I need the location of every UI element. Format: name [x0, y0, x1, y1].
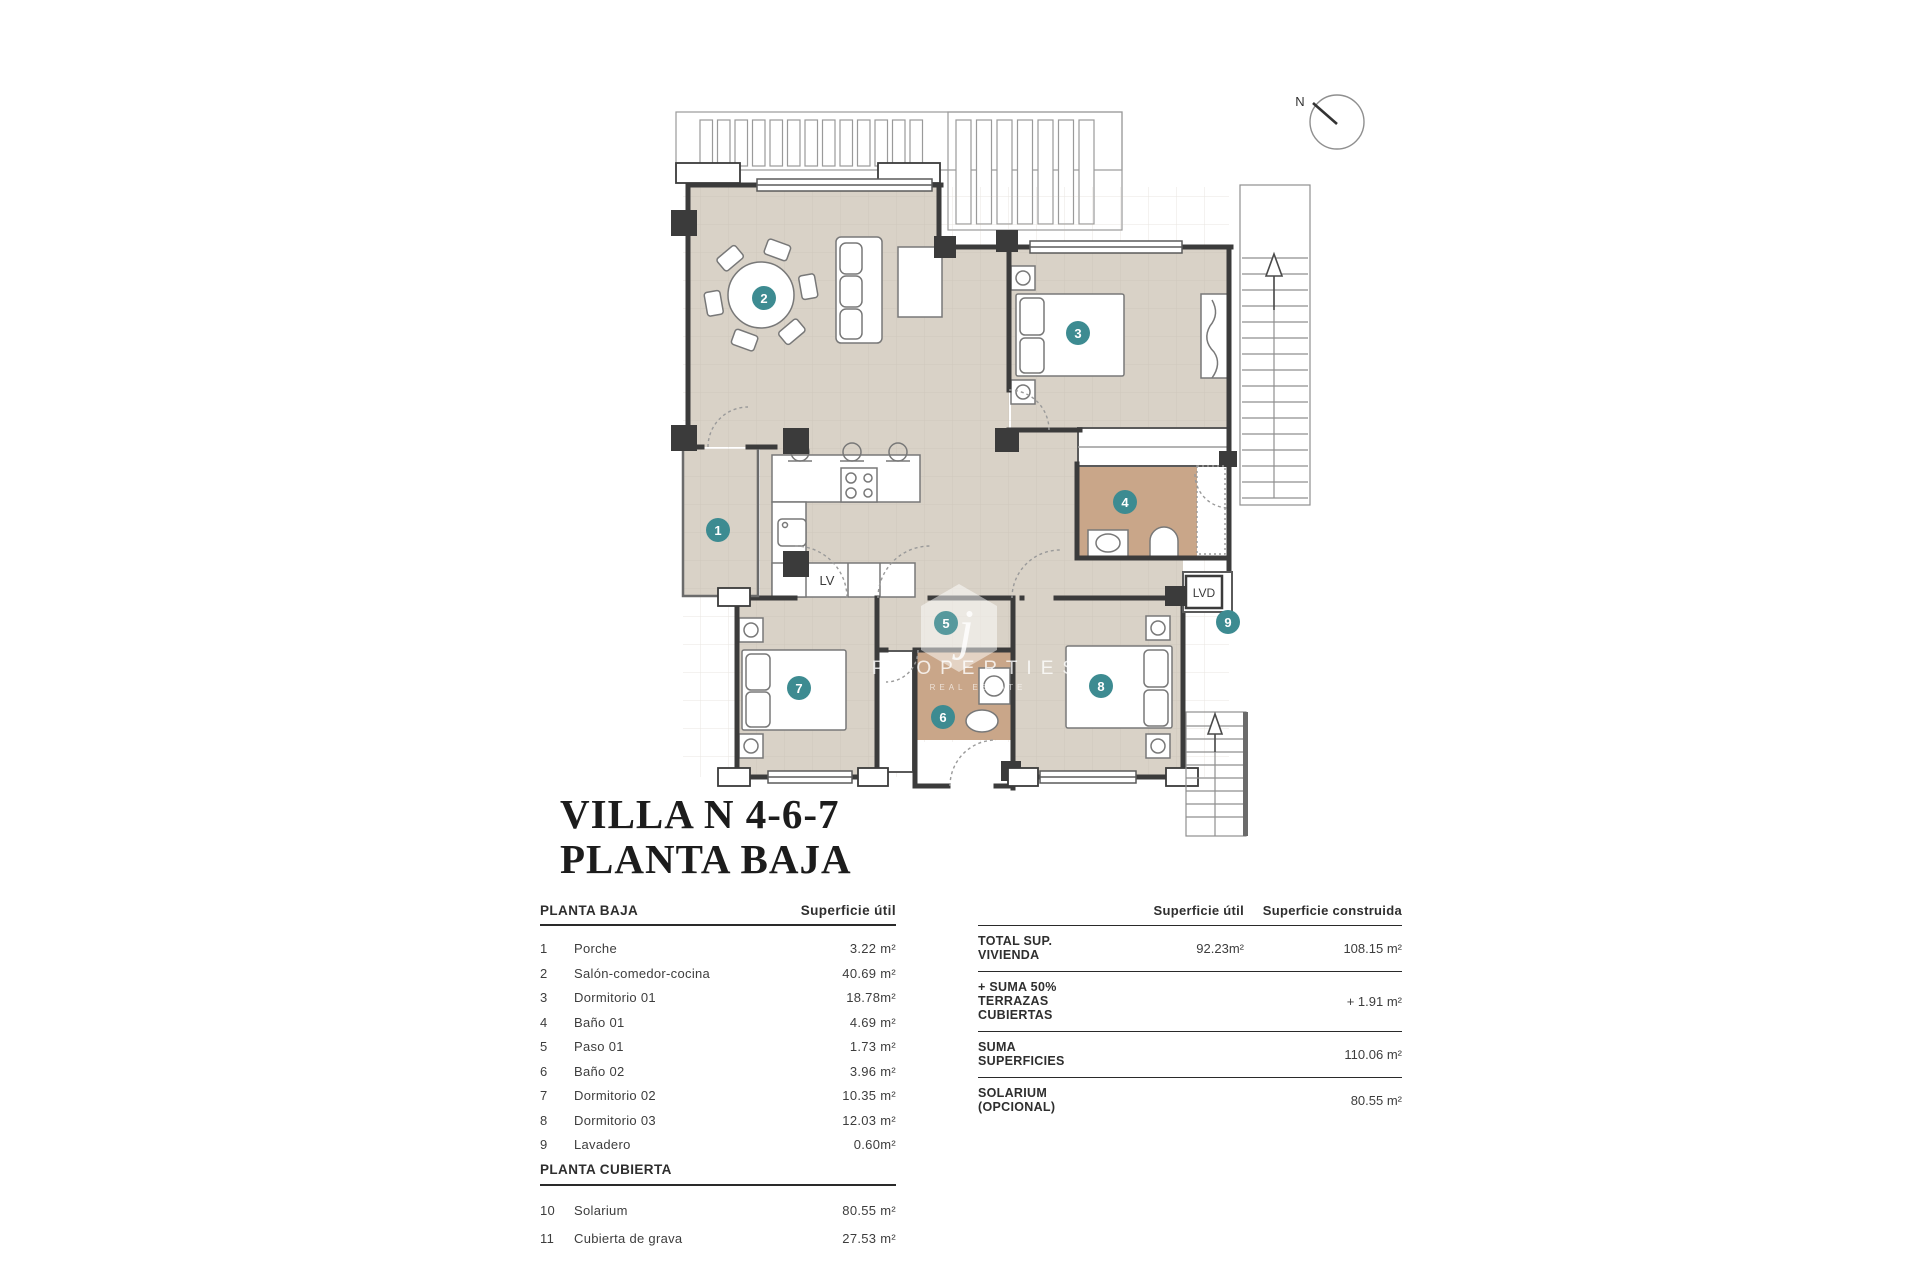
totals-table-header	[978, 903, 1402, 926]
kitchen-sink	[778, 519, 806, 546]
bath1-sink	[1088, 530, 1128, 557]
watermark-name: PROPERTIES	[871, 658, 1085, 679]
surface-table-rooms	[540, 903, 896, 1259]
wardrobe-dormitorio01	[1201, 294, 1229, 378]
marker-dormitorio02	[787, 676, 811, 700]
compass	[1295, 94, 1364, 149]
entry-vestibule	[915, 742, 1011, 786]
plan-title	[560, 792, 852, 882]
table-row: 2 Salón-comedor-cocina 40.69 m²	[540, 965, 896, 981]
plan-title-line2: PLANTA BAJA	[560, 836, 852, 883]
table-row: 7 Dormitorio 02 10.35 m²	[540, 1088, 896, 1103]
bath1-toilet	[1150, 527, 1178, 557]
table-row: 10 Solarium 80.55 m²	[540, 1202, 896, 1218]
marker-dormitorio03	[1089, 674, 1113, 698]
stair-up-arrow	[1266, 254, 1282, 310]
marker-bano02	[931, 705, 955, 729]
svg-text:6: 6	[939, 710, 947, 725]
marker-paso01	[934, 611, 958, 635]
surface-table-header	[540, 903, 896, 926]
marker-dormitorio01	[1066, 321, 1090, 345]
table-row: 6 Baño 02 3.96 m²	[540, 1063, 896, 1079]
cooktop	[841, 468, 877, 502]
stairs-top-right	[1240, 185, 1310, 505]
washer-label: LVD	[1192, 586, 1216, 600]
table-row: 11 Cubierta de grava 27.53 m²	[540, 1230, 896, 1246]
dishwasher-label: LV	[819, 573, 835, 588]
table-row: 5 Paso 01 1.73 m²	[540, 1039, 896, 1054]
table-row: 1 Porche 3.22 m²	[540, 941, 896, 956]
table-row: 3 Dormitorio 01 18.78m²	[540, 990, 896, 1005]
svg-text:2: 2	[760, 291, 768, 306]
svg-text:5: 5	[942, 616, 950, 631]
svg-text:7: 7	[795, 681, 803, 696]
table-row: 8 Dormitorio 03 12.03 m²	[540, 1112, 896, 1128]
marker-salon	[752, 286, 776, 310]
column-superficie-util: Superficie útil	[1153, 903, 1244, 918]
table-row-terrazas: + SUMA 50% TERRAZAS CUBIERTAS + 1.91 m²	[978, 972, 1402, 1032]
marker-porche	[706, 518, 730, 542]
watermark-letter: j	[958, 599, 974, 661]
svg-text:9: 9	[1224, 615, 1232, 630]
table-row-solarium: SOLARIUM (OPCIONAL) 80.55 m²	[978, 1086, 1402, 1114]
table-row-suma-superficies: SUMA SUPERFICIES 110.06 m²	[978, 1032, 1402, 1078]
sofa	[836, 237, 882, 343]
surface-table-totals	[978, 903, 1402, 1123]
svg-text:8: 8	[1097, 679, 1105, 694]
table-row: 9 Lavadero 0.60m²	[540, 1137, 896, 1152]
svg-text:3: 3	[1074, 326, 1082, 341]
marker-lavadero	[1216, 610, 1240, 634]
compass-north-label: N	[1295, 94, 1305, 109]
section-title-planta-baja: PLANTA BAJA	[540, 903, 639, 918]
shower-area	[1197, 462, 1229, 556]
marker-bano01	[1113, 490, 1137, 514]
section-title-planta-cubierta: PLANTA CUBIERTA	[540, 1162, 896, 1186]
column-superficie-construida: Superficie construida	[1262, 903, 1402, 918]
svg-text:1: 1	[714, 523, 722, 538]
column-superficie-util: Superficie útil	[800, 903, 896, 918]
plan-title-line1: VILLA N 4-6-7	[560, 791, 840, 837]
svg-text:4: 4	[1121, 495, 1129, 510]
table-row-total-vivienda: TOTAL SUP. VIVIENDA 92.23m² 108.15 m²	[978, 926, 1402, 972]
floor-plan	[650, 80, 1440, 870]
watermark-tagline: REAL ESTATE	[929, 683, 1027, 692]
bath2-toilet	[966, 710, 998, 732]
table-row: 4 Baño 01 4.69 m²	[540, 1014, 896, 1030]
